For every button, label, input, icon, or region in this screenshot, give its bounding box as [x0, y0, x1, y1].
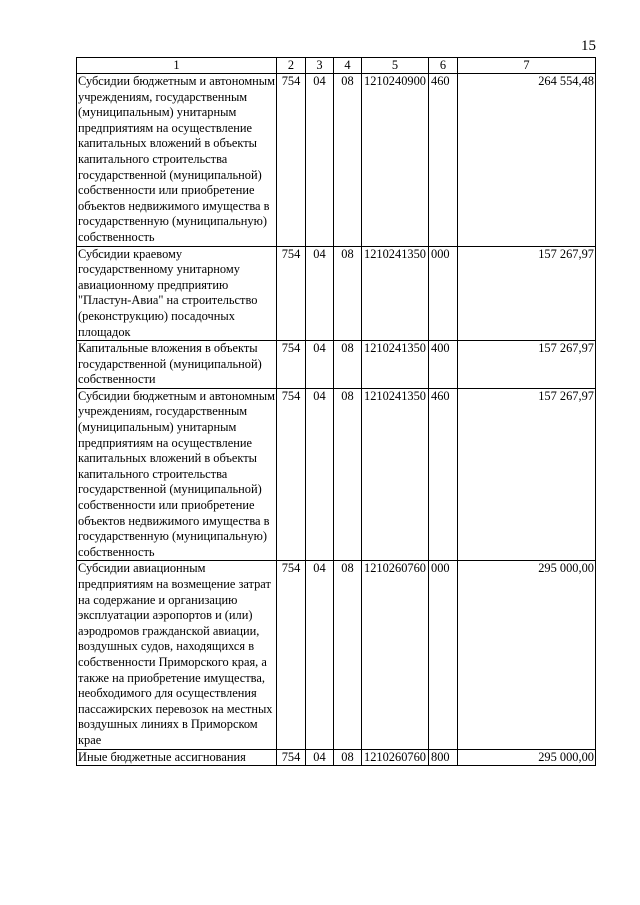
- row-code-3: 04: [306, 341, 334, 389]
- row-amount: 157 267,97: [458, 246, 596, 341]
- row-code-4: 08: [334, 246, 362, 341]
- row-amount: 295 000,00: [458, 561, 596, 749]
- row-code-4: 08: [334, 561, 362, 749]
- column-header: 2: [277, 58, 306, 74]
- row-code-4: 08: [334, 341, 362, 389]
- row-name: Иные бюджетные ассигнования: [77, 749, 277, 766]
- row-name: Субсидии бюджетным и автономным учреждениям, государственным (муниципальным) унитарным предприятиям на осуществление капитальных вложений в объекты капитального строительства государственной (муниципальной) собственности или приобретение объектов недвижимого имущества в государственную (муниципальную) собственность: [77, 74, 277, 247]
- row-code-6: 460: [429, 74, 458, 247]
- header-row: [77, 58, 596, 74]
- row-code-6: 400: [429, 341, 458, 389]
- table-row: [77, 246, 596, 341]
- row-code-5: 1210260760: [362, 749, 429, 766]
- row-name: Субсидии краевому государственному унитарному авиационному предприятию "Пластун-Авиа" на строительство (реконструкцию) посадочных площадок: [77, 246, 277, 341]
- row-code-6: 800: [429, 749, 458, 766]
- table-row: [77, 749, 596, 766]
- row-code-5: 1210241350: [362, 246, 429, 341]
- table-row: [77, 341, 596, 389]
- table-row: [77, 74, 596, 247]
- row-code-2: 754: [277, 246, 306, 341]
- column-header: 4: [334, 58, 362, 74]
- row-code-5: 1210241350: [362, 388, 429, 561]
- column-header: 1: [77, 58, 277, 74]
- row-code-6: 000: [429, 246, 458, 341]
- budget-table: [76, 57, 596, 766]
- row-amount: 264 554,48: [458, 74, 596, 247]
- row-code-3: 04: [306, 74, 334, 247]
- column-header: 7: [458, 58, 596, 74]
- row-amount: 157 267,97: [458, 388, 596, 561]
- row-code-2: 754: [277, 388, 306, 561]
- row-code-6: 460: [429, 388, 458, 561]
- row-amount: 157 267,97: [458, 341, 596, 389]
- column-header: 5: [362, 58, 429, 74]
- row-code-4: 08: [334, 74, 362, 247]
- column-header: 6: [429, 58, 458, 74]
- row-code-3: 04: [306, 561, 334, 749]
- row-code-6: 000: [429, 561, 458, 749]
- row-code-3: 04: [306, 246, 334, 341]
- column-header: 3: [306, 58, 334, 74]
- row-code-2: 754: [277, 749, 306, 766]
- row-name: Субсидии бюджетным и автономным учреждениям, государственным (муниципальным) унитарным предприятиям на осуществление капитальных вложений в объекты капитального строительства государственной (муниципальной) собственности или приобретение объектов недвижимого имущества в государственную (муниципальную) собственность: [77, 388, 277, 561]
- row-code-3: 04: [306, 749, 334, 766]
- row-code-4: 08: [334, 749, 362, 766]
- row-code-2: 754: [277, 74, 306, 247]
- row-amount: 295 000,00: [458, 749, 596, 766]
- row-code-2: 754: [277, 561, 306, 749]
- row-code-5: 1210241350: [362, 341, 429, 389]
- page-number: 15: [581, 38, 596, 54]
- row-code-3: 04: [306, 388, 334, 561]
- row-name: Капитальные вложения в объекты государственной (муниципальной) собственности: [77, 341, 277, 389]
- row-code-5: 1210260760: [362, 561, 429, 749]
- row-code-5: 1210240900: [362, 74, 429, 247]
- row-code-2: 754: [277, 341, 306, 389]
- table-row: [77, 561, 596, 749]
- row-name: Субсидии авиационным предприятиям на возмещение затрат на содержание и организацию эксплуатации аэропортов и (или) аэродромов гражданской авиации, воздушных судов, находящихся в собственности Приморского края, а также на приобретение имущества, необходимого для осуществления пассажирских перевозок на местных воздушных линиях в Приморском крае: [77, 561, 277, 749]
- table-row: [77, 388, 596, 561]
- row-code-4: 08: [334, 388, 362, 561]
